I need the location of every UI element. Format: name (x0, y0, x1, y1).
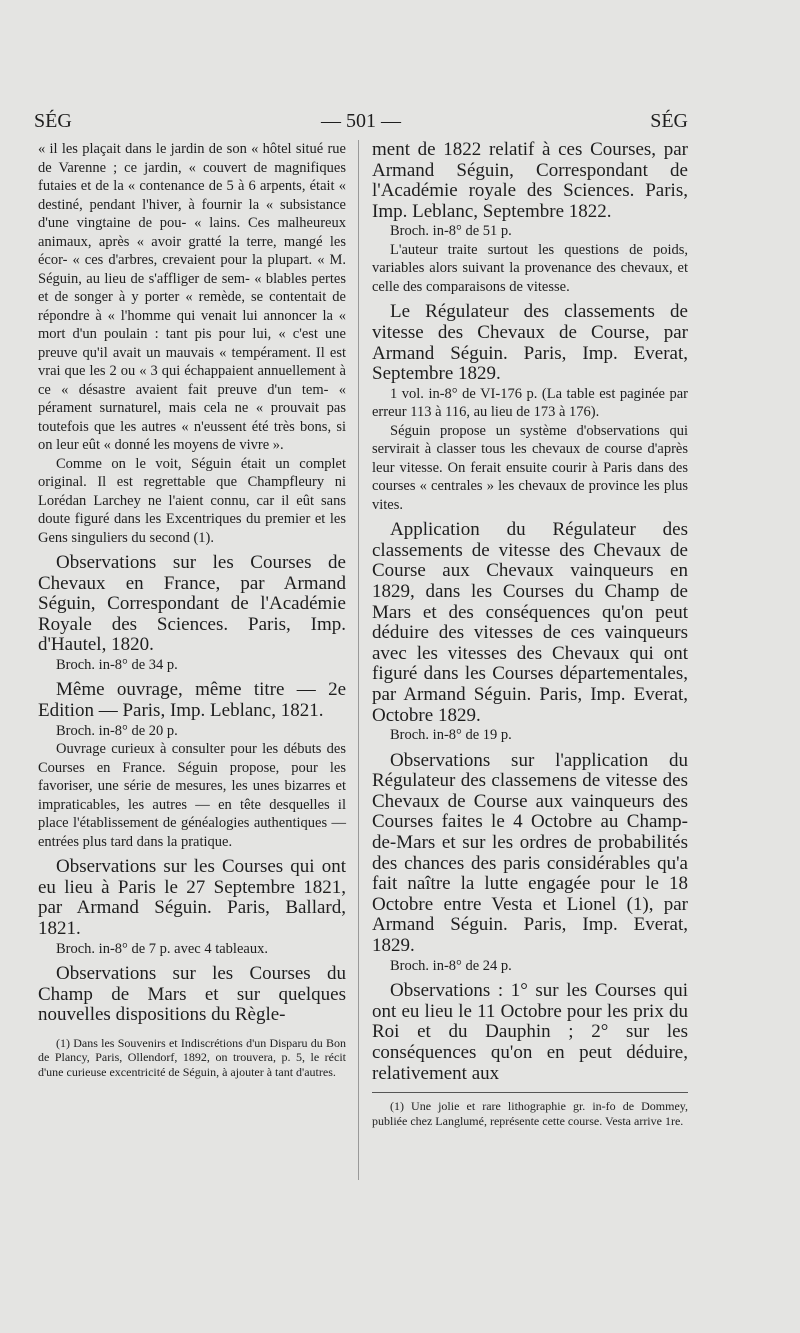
column-divider (358, 140, 359, 1180)
entry-description: 1 vol. in-8° de VI-176 p. (La table est paginée par erreur 113 à 116, au lieu de 173 à 176). (372, 385, 688, 421)
entry-title: Observations : 1° sur les Courses qui ont eu lieu le 11 Octobre pour les prix du Roi et du Dauphin ; 2° sur les conséquences qu'on en peut déduire, relativement aux (372, 980, 688, 1084)
entry-title: Même ouvrage, même titre — 2e Edition — Paris, Imp. Leblanc, 1821. (38, 679, 346, 722)
entry-note: Ouvrage curieux à consulter pour les débuts des Courses en France. Séguin propose, pour les favoriser, une série de mesures, les unes bizarres et impraticables, les autres — en tête desquelles il place l'établissement de généalogies authentiques — entrées plus tard dans la pratique. (38, 741, 346, 850)
right-column (372, 140, 688, 1128)
running-header (34, 110, 688, 136)
comment-paragraph: Comme on le voit, Séguin était un complet original. Il est regrettable que Champfleury ni Lorédan Larchey ne l'aient connu, car il eût sans doute figuré dans les Excentriques du premier et les Gens singuliers du second (1). (38, 455, 346, 546)
entry-title: Le Régulateur des classements de vitesse des Chevaux de Course, par Armand Séguin. Paris, Imp. Everat, Septembre 1829. (372, 301, 688, 385)
entry-description: Broch. in-8° de 7 p. avec 4 tableaux. (56, 940, 268, 957)
footnote: (1) Une jolie et rare lithographie gr. in-fo de Dommey, publiée chez Langlumé, représente cette course. Vesta arrive 1re. (372, 1099, 688, 1128)
entry-title: Observations sur l'application du Régulateur des classemens de vitesse des Chevaux de Course aux vainqueurs des Courses faites le 4 Octobre au Champ-de-Mars et sur les ordres de probabilités des chances des paris considérables qu'a fait naître la lutte engagée pour le 18 Octobre entre Vesta et Lionel (1), par Armand Séguin. Paris, Imp. Everat, 1829. (372, 749, 688, 957)
left-column (38, 140, 346, 1079)
entry-description: Broch. in-8° de 19 p. (390, 727, 512, 744)
entry-title: Observations sur les Courses qui ont eu lieu à Paris le 27 Septembre 1821, par Armand Séguin. Paris, Ballard, 1821. (38, 856, 346, 939)
entry-description: Broch. in-8° de 24 p. (390, 957, 512, 974)
entry-note: L'auteur traite surtout les questions de poids, variables alors suivant la provenance des chevaux, et celle des comparaisons de vitesse. (372, 241, 688, 295)
entry-title-continued: ment de 1822 relatif à ces Courses, par Armand Séguin, Correspondant de l'Académie royale des Sciences. Paris, Imp. Leblanc, Septembre 1822. (372, 139, 688, 222)
entry-description: Broch. in-8° de 34 p. (56, 656, 178, 673)
header-right: SÉG (650, 110, 688, 132)
header-left: SÉG (34, 110, 72, 132)
footnote: (1) Dans les Souvenirs et Indiscrétions d'un Disparu du Bon de Plancy, Paris, Ollendorf, 1892, on trouvera, p. 5, le récit d'une curieuse excentricité de Séguin, à ajouter à tant d'autres. (38, 1035, 346, 1079)
entry-description: Broch. in-8° de 51 p. (390, 223, 512, 240)
entry-note: Séguin propose un système d'observations qui servirait à classer tous les chevaux de course d'après leur vitesse. On ferait ensuite courir à Paris dans des courses « centrales » les chevaux de province les plus vites. (372, 422, 688, 513)
entry-title: Observations sur les Courses de Chevaux en France, par Armand Séguin, Correspondant de l'Académie Royale des Sciences. Paris, Imp. d'Hautel, 1820. (38, 552, 346, 656)
quote-block: « il les plaçait dans le jardin de son « hôtel situé rue de Varenne ; ce jardin, « couvert de magnifiques futaies et de la « contenance de 5 à 6 arpents, était « destiné, pendant l'hiver, à fournir la « subsistance d'une vingtaine de pou- « lains. Ces malheureux animaux, après « avoir gratté la terre, mangé les écor- « ces d'arbres, crevaient pour la plupart. « M. Séguin, au lieu de s'affliger de sem- « blables pertes et de songer à y porter « remède, se contentait de répondre à « l'homme qui venait lui annoncer la « mort d'un poulain : tant pis pour lui, « c'est une preuve qu'il avait un mauvais « tempérament. Il est vrai que les 2 ou « 3 qui échappaient annuellement à ce « désastre avaient fait preuve d'un tem- « pérament surnaturel, mais cela ne « prouvait pas toutefois que les autres « n'eussent été très bons, si on leur eût « donné les moyens de vivre ». (38, 141, 346, 453)
entry-title: Application du Régulateur des classements de vitesse des Chevaux de Course aux Chevaux vainqueurs en 1829, dans les Courses du Champ de Mars et des conséquences qu'on peut déduire des vitesses de ces vainqueurs avec les vitesses des Chevaux qui ont figuré dans les Courses départementales, par Armand Séguin. Paris, Imp. Everat, Octobre 1829. (372, 519, 688, 726)
entry-title: Observations sur les Courses du Champ de Mars et sur quelques nouvelles dispositions du Règle- (38, 963, 346, 1026)
page-number: — 501 — (321, 110, 401, 132)
footnote-rule (372, 1092, 688, 1093)
entry-description: Broch. in-8° de 20 p. (56, 722, 178, 739)
